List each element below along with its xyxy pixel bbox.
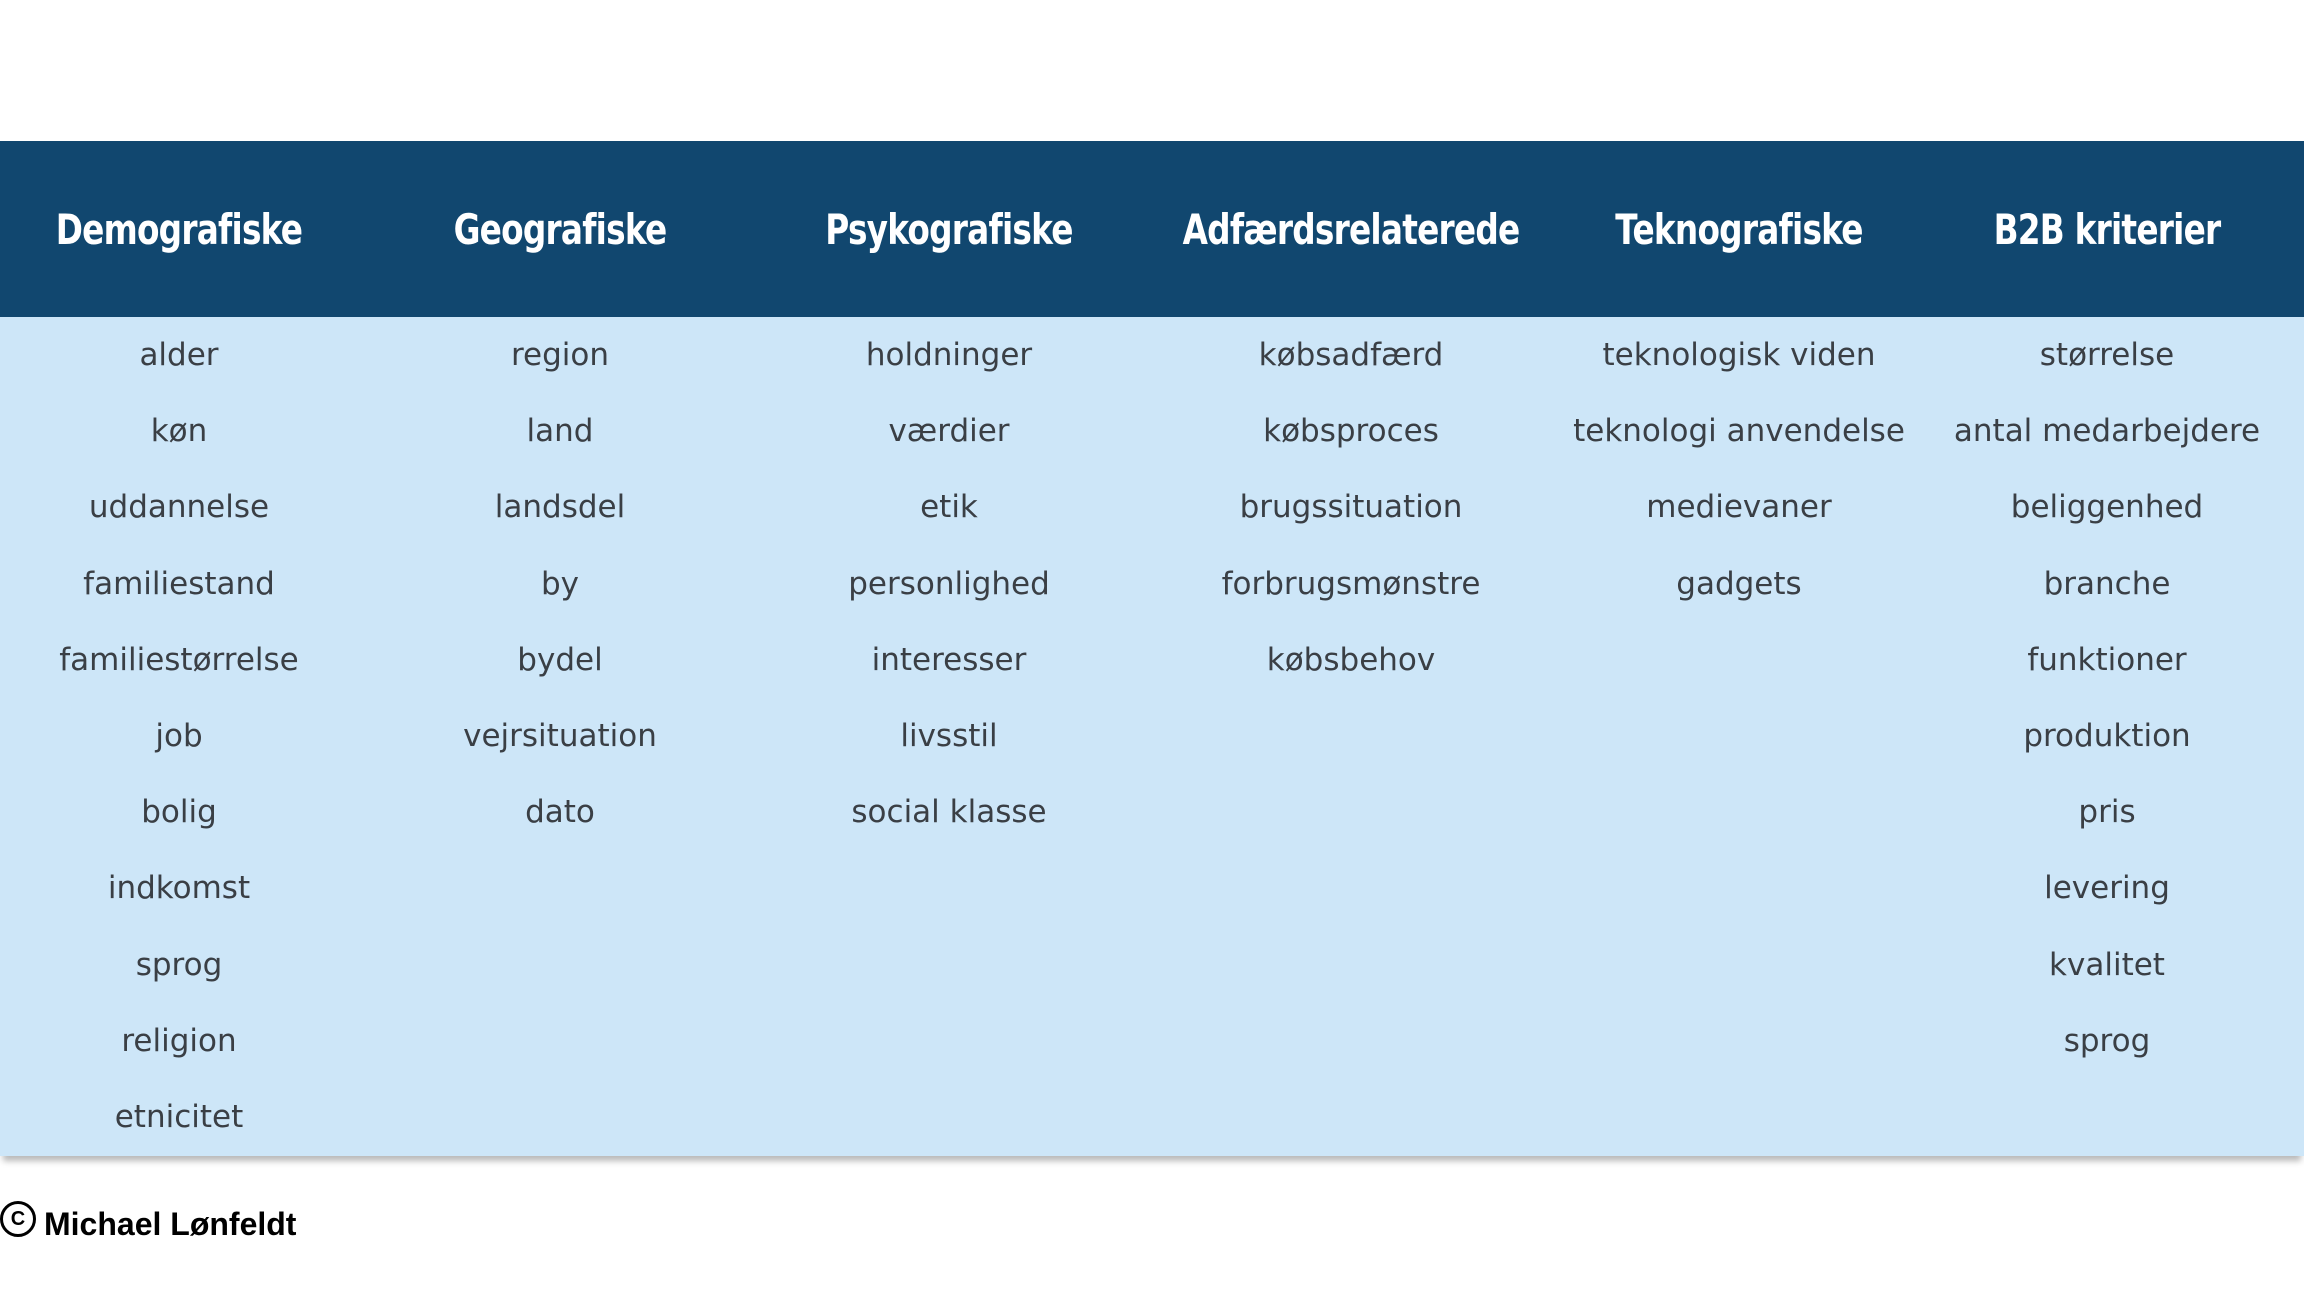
list-item: personlighed — [848, 565, 1050, 602]
column-header: Adfærdsrelaterede — [1182, 204, 1520, 254]
list-item: kvalitet — [2049, 946, 2165, 983]
column-header: Psykografiske — [825, 204, 1073, 254]
list-item: region — [510, 337, 610, 373]
column-item-list — [1547, 317, 1931, 622]
list-item: køn — [150, 413, 208, 450]
list-item: uddannelse — [88, 489, 270, 526]
list-item: livsstil — [900, 717, 998, 754]
list-item: by — [540, 565, 580, 602]
list-item: købsadfærd — [1258, 337, 1444, 373]
list-item: interesser — [871, 641, 1027, 678]
list-item: dato — [525, 794, 595, 831]
list-item: størrelse — [2039, 337, 2175, 373]
list-item: funktioner — [2027, 641, 2187, 678]
list-item: branche — [2043, 565, 2171, 602]
list-item: familiestand — [83, 565, 275, 602]
list-item: gadgets — [1676, 565, 1802, 602]
column-header: Geografiske — [453, 204, 667, 254]
author-name: Michael Lønfeldt — [44, 1205, 297, 1242]
column-item-list — [1915, 317, 2299, 1079]
list-item: job — [155, 717, 203, 754]
list-item: religion — [121, 1022, 237, 1059]
list-item: pris — [2078, 794, 2136, 831]
list-item: land — [526, 413, 594, 450]
list-item: indkomst — [107, 870, 251, 907]
list-item: holdninger — [865, 337, 1033, 373]
list-item: købsproces — [1263, 413, 1439, 450]
list-item: social klasse — [851, 794, 1047, 831]
list-item: antal medarbejdere — [1953, 413, 2261, 450]
column-header: B2B kriterier — [1993, 204, 2221, 254]
column-item-list — [0, 317, 371, 1155]
copyright-icon: C — [0, 1201, 36, 1237]
list-item: produktion — [2023, 717, 2191, 754]
copyright-notice — [0, 1200, 296, 1248]
list-item: brugssituation — [1239, 489, 1463, 526]
list-item: vejrsituation — [463, 717, 657, 754]
column-header: Teknografiske — [1615, 204, 1863, 254]
list-item: levering — [2044, 870, 2170, 907]
list-item: etik — [920, 489, 978, 526]
list-item: værdier — [888, 413, 1010, 450]
list-item: familiestørrelse — [59, 641, 299, 678]
list-item: beliggenhed — [2010, 489, 2204, 526]
column-item-list — [368, 317, 752, 850]
list-item: sprog — [135, 946, 223, 983]
column-item-list — [1159, 317, 1543, 698]
list-item: forbrugsmønstre — [1221, 565, 1481, 602]
list-item: landsdel — [494, 489, 626, 526]
list-item: teknologisk viden — [1602, 337, 1876, 373]
segmentation-table — [0, 141, 2304, 1156]
column-item-list — [757, 317, 1141, 850]
list-item: medievaner — [1646, 489, 1832, 526]
list-item: købsbehov — [1266, 641, 1436, 678]
list-item: sprog — [2063, 1022, 2151, 1059]
list-item: bydel — [517, 641, 603, 678]
list-item: bolig — [141, 794, 217, 831]
list-item: etnicitet — [114, 1098, 244, 1135]
column-header: Demografiske — [55, 204, 303, 254]
list-item: teknologi anvendelse — [1573, 413, 1905, 450]
list-item: alder — [139, 337, 219, 373]
